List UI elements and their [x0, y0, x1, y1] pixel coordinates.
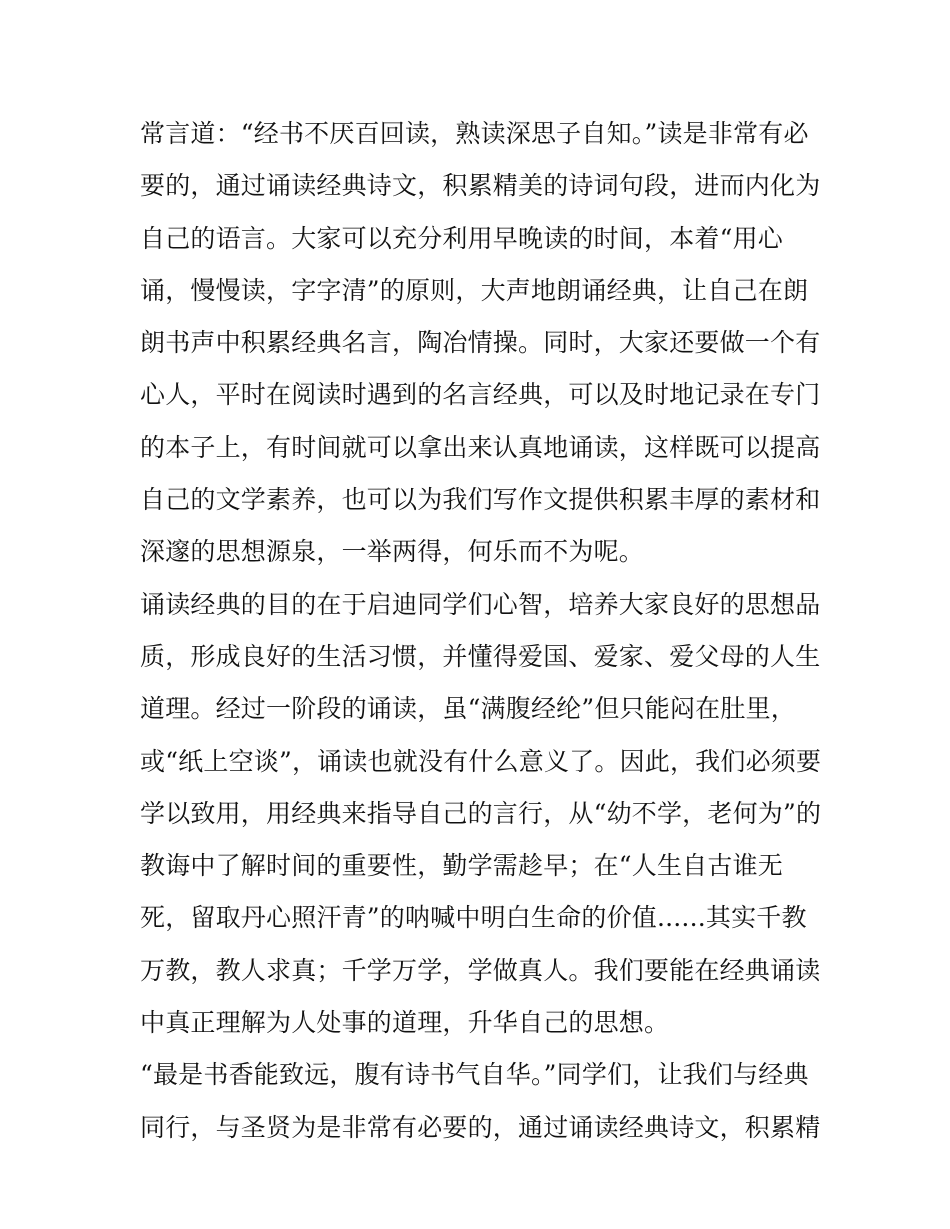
- text-line: 学以致用，用经典来指导自己的言行，从“幼不学，老何为”的: [140, 798, 822, 828]
- text-line: 朗书声中积累经典名言，陶冶情操。同时，大家还要做一个有: [140, 328, 821, 358]
- text-line: 诵读经典的目的在于启迪同学们心智，培养大家良好的思想品: [140, 589, 821, 619]
- text-line: 或“纸上空谈”，诵读也就没有什么意义了。因此，我们必须要: [140, 746, 822, 776]
- text-line: 万教，教人求真；千学万学，学做真人。我们要能在经典诵读: [140, 955, 821, 985]
- text-line: 同行，与圣贤为是非常有必要的，通过诵读经典诗文，积累精: [140, 1112, 821, 1142]
- text-line: 常言道：“经书不厌百回读，熟读深思子自知。”读是非常有必: [140, 119, 809, 148]
- text-line: 教诲中了解时间的重要性，勤学需趁早；在“人生自古谁无: [140, 851, 783, 881]
- text-line: 诵，慢慢读，字字清”的原则，大声地朗诵经典，让自己在朗: [140, 275, 809, 305]
- text-line: 自己的语言。大家可以充分利用早晚读的时间，本着“用心: [140, 223, 783, 253]
- text-line: 的本子上，有时间就可以拿出来认真地诵读，这样既可以提高: [140, 432, 821, 462]
- text-line: 质，形成良好的生活习惯，并懂得爱国、爱家、爱父母的人生: [140, 641, 821, 671]
- text-line: 道理。经过一阶段的诵读，虽“满腹经纶”但只能闷在肚里，: [140, 694, 796, 724]
- text-line: 中真正理解为人处事的道理，升华自己的思想。: [140, 1008, 670, 1038]
- text-line: 要的，通过诵读经典诗文，积累精美的诗词句段，进而内化为: [140, 171, 821, 201]
- text-line: 深邃的思想源泉，一举两得，何乐而不为呢。: [140, 537, 645, 567]
- body-text: [140, 108, 820, 1154]
- text-line: 心人，平时在阅读时遇到的名言经典，可以及时地记录在专门: [140, 380, 821, 410]
- text-line: “最是书香能致远，腹有诗书气自华。”同学们，让我们与经典: [140, 1060, 809, 1090]
- text-line: 死，留取丹心照汗青”的呐喊中明白生命的价值......其实千教: [140, 903, 807, 933]
- text-line: 自己的文学素养，也可以为我们写作文提供积累丰厚的素材和: [140, 485, 821, 515]
